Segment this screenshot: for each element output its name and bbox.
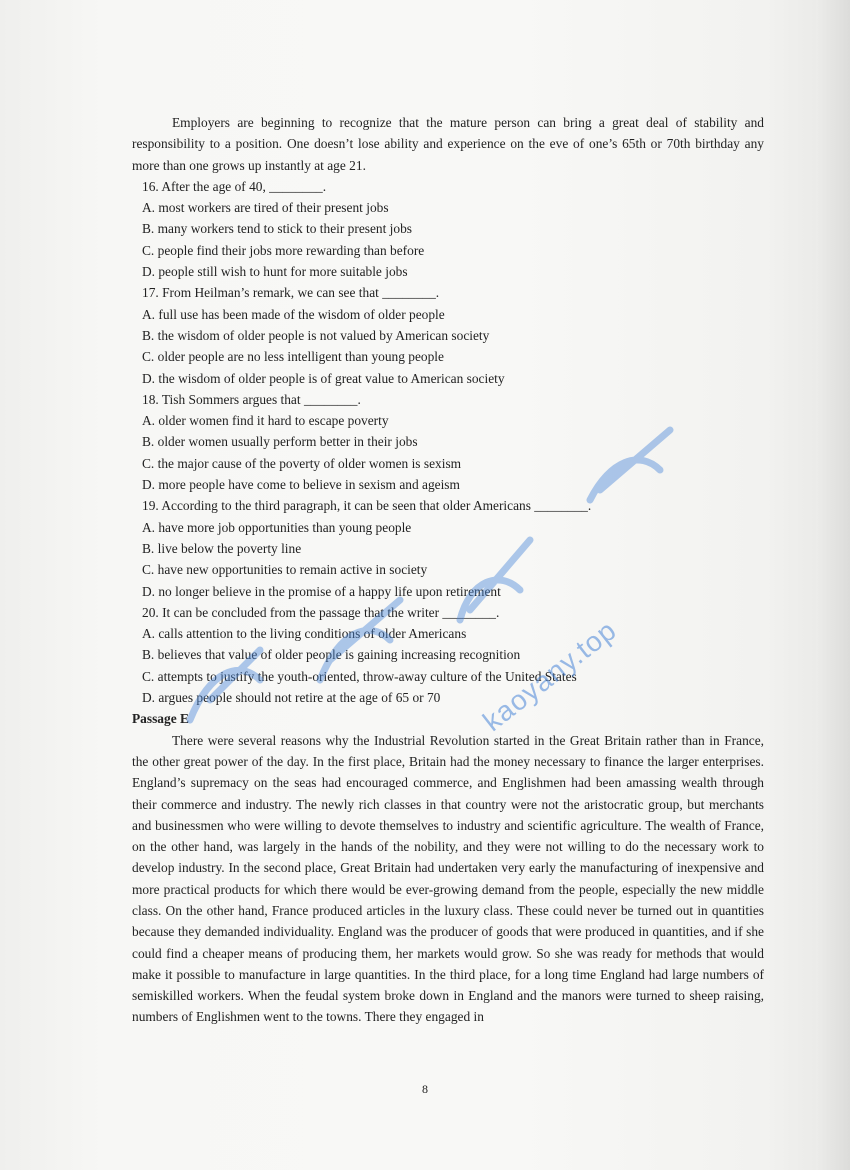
passage-e-title: Passage E xyxy=(132,711,189,727)
option-a: A. most workers are tired of their present jobs xyxy=(142,200,389,216)
option-b: B. the wisdom of older people is not valued by American society xyxy=(142,327,490,343)
option-b: B. believes that value of older people is gaining increasing recognition xyxy=(142,647,521,663)
option-c: C. attempts to justify the youth-oriented, throw-away culture of the United States xyxy=(142,668,577,684)
option-c: C. people find their jobs more rewarding than before xyxy=(142,242,425,258)
watermark-url: kaoyany.top xyxy=(477,614,623,738)
option-a: A. have more job opportunities than young people xyxy=(142,519,412,535)
page-number: 8 xyxy=(422,1082,428,1096)
question-stem: 18. Tish Sommers argues that ________. xyxy=(142,391,361,407)
question-stem: 16. After the age of 40, ________. xyxy=(142,178,327,194)
option-c: C. the major cause of the poverty of older women is sexism xyxy=(142,455,462,471)
option-d: D. the wisdom of older people is of great value to American society xyxy=(142,370,505,386)
option-c: C. older people are no less intelligent than young people xyxy=(142,349,444,365)
question-20 xyxy=(132,602,764,708)
page-edge xyxy=(816,0,850,1170)
page-content xyxy=(132,112,764,1028)
option-d: D. argues people should not retire at the age of 65 or 70 xyxy=(142,690,441,706)
option-b: B. older women usually perform better in their jobs xyxy=(142,434,418,450)
option-d: D. more people have come to believe in sexism and ageism xyxy=(142,477,460,493)
option-a: A. full use has been made of the wisdom of older people xyxy=(142,306,445,322)
option-a: A. calls attention to the living conditions of older Americans xyxy=(142,626,467,642)
option-c: C. have new opportunities to remain active in society xyxy=(142,562,428,578)
option-b: B. live below the poverty line xyxy=(142,540,302,556)
question-19 xyxy=(132,495,764,601)
question-16 xyxy=(132,176,764,282)
option-a: A. older women find it hard to escape poverty xyxy=(142,413,389,429)
passage-d-closing-paragraph: Employers are beginning to recognize that the mature person can bring a great deal of stability and responsibility to a position. One doesn’t lose ability and experience on the eve of one’s 65th or 70th birthday any more than one grows up instantly at age 21. xyxy=(132,115,764,173)
option-d: D. no longer believe in the promise of a happy life upon retirement xyxy=(142,583,501,599)
question-18 xyxy=(132,389,764,495)
question-stem: 20. It can be concluded from the passage that the writer ________. xyxy=(142,604,500,620)
option-b: B. many workers tend to stick to their present jobs xyxy=(142,221,412,237)
passage-e-paragraph: There were several reasons why the Industrial Revolution started in the Great Britain rather than in France, the other great power of the day. In the first place, Britain had the money necessary to finance the larger enterprises. England’s supremacy on the seas had encouraged commerce, and Englishmen had been amassing wealth through their commerce and industry. The newly rich classes in that country were not the aristocratic group, but merchants and businessmen who were willing to devote themselves to industry and scientific agriculture. The wealth of France, on the other hand, was largely in the hands of the nobility, and they were not willing to do the necessary work to develop industry. In the second place, Great Britain had undertaken very early the manufacturing of inexpensive and more practical products for which there would be ever-growing demand from the people, especially the new middle class. On the other hand, France produced articles in the luxury class. These could never be turned out in quantities because they demanded individuality. England was the producer of goods that were produced in quantities, and if she could find a cheaper means of producing them, her markets would grow. So she was ready for methods that would make it possible to manufacture in large quantities. In the third place, for a long time England had large numbers of semiskilled workers. When the feudal system broke down in England and the manors were turned to sheep raising, numbers of Englishmen went to the towns. There they engaged in xyxy=(132,732,764,1025)
question-17 xyxy=(132,282,764,388)
question-stem: 17. From Heilman’s remark, we can see that ________. xyxy=(142,285,440,301)
option-d: D. people still wish to hunt for more suitable jobs xyxy=(142,264,408,280)
question-stem: 19. According to the third paragraph, it can be seen that older Americans ________. xyxy=(142,498,592,514)
